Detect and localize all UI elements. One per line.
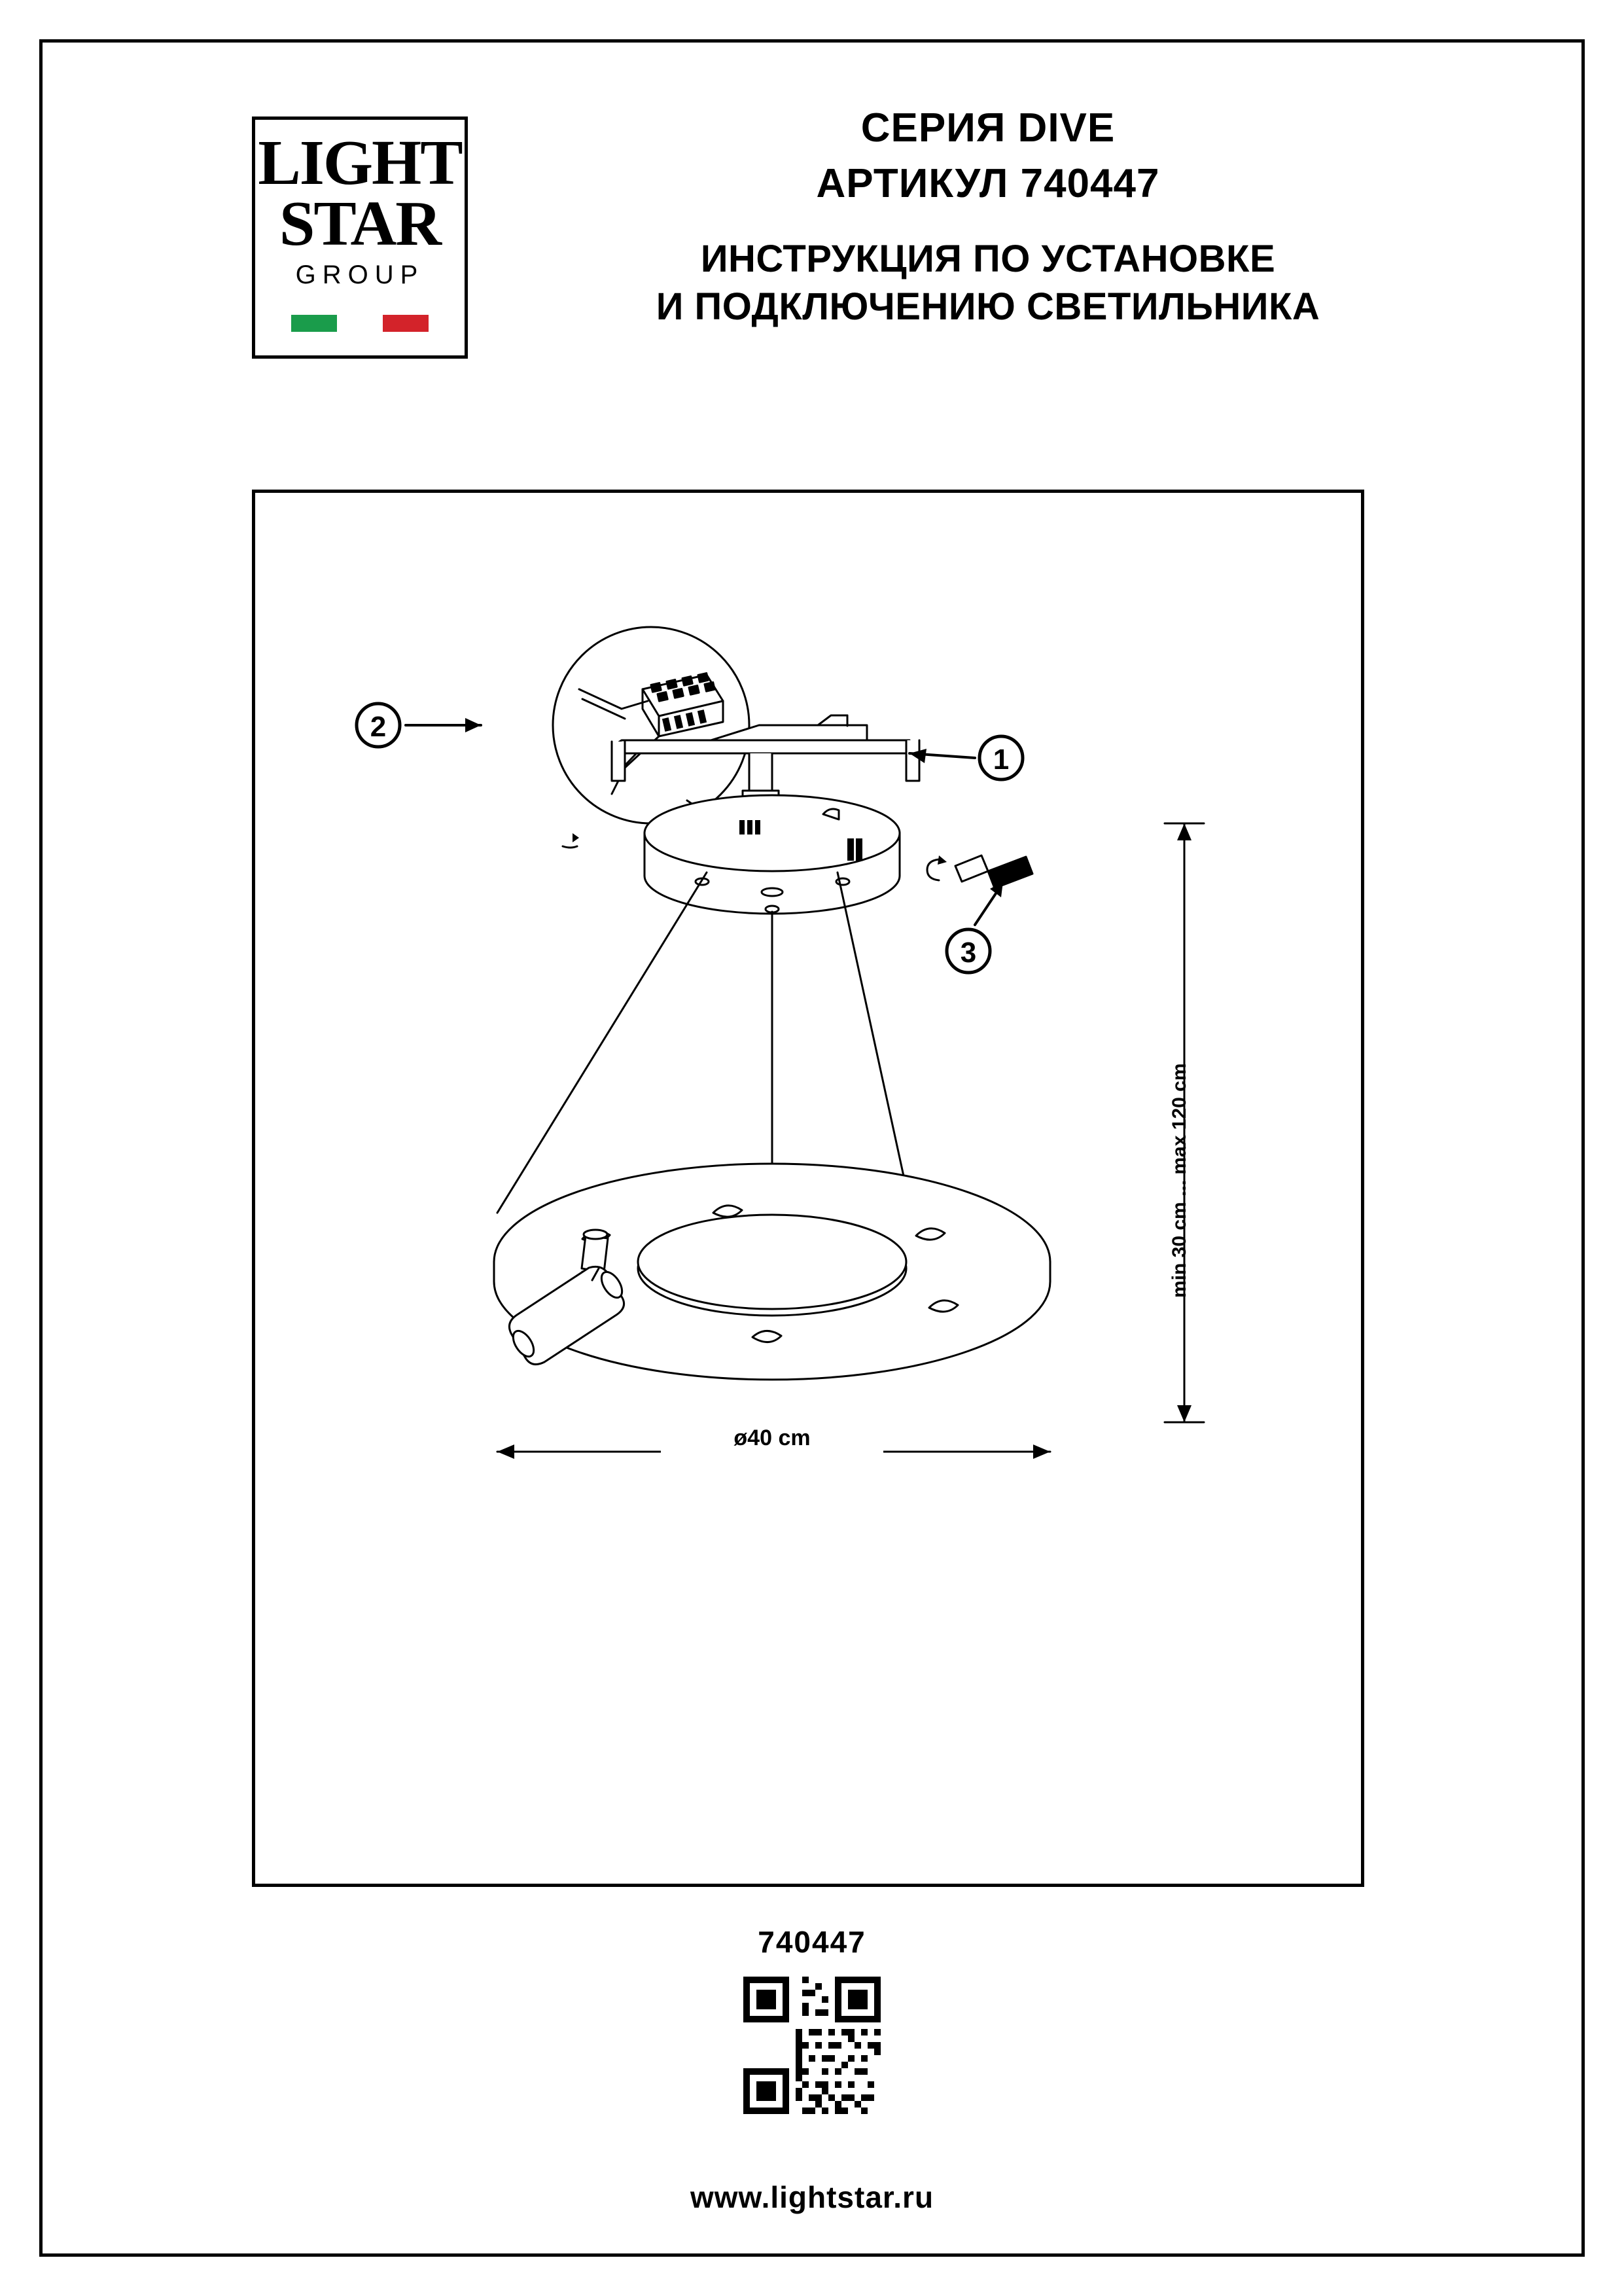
logo-line-star: STAR bbox=[279, 188, 441, 260]
qr-code-icon bbox=[743, 1977, 881, 2114]
svg-text:1: 1 bbox=[993, 744, 1010, 776]
svg-text:2: 2 bbox=[370, 711, 387, 743]
height-dimension-label: min 30 cm ... max 120 cm bbox=[1169, 1063, 1190, 1298]
italian-flag-icon bbox=[291, 315, 429, 332]
diameter-dimension-label: ø40 cm bbox=[733, 1426, 811, 1450]
series-name: СЕРИЯ DIVE bbox=[860, 105, 1116, 151]
brand-logo bbox=[252, 117, 468, 359]
logo-line-light: LIGHT bbox=[258, 128, 462, 198]
logo-wordmark bbox=[255, 128, 465, 290]
article-number: АРТИКУЛ 740447 bbox=[816, 161, 1160, 206]
logo-line-group: GROUP bbox=[295, 260, 425, 290]
document-header bbox=[497, 105, 1479, 331]
instruction-title-line2: И ПОДКЛЮЧЕНИЮ СВЕТИЛЬНИКА bbox=[656, 285, 1320, 328]
footer-article-code: 740447 bbox=[758, 1925, 866, 1959]
diagram-svg bbox=[255, 493, 1361, 1884]
website-url[interactable]: www.lightstar.ru bbox=[690, 2180, 934, 2214]
installation-diagram bbox=[252, 490, 1364, 1887]
instruction-title-line1: ИНСТРУКЦИЯ ПО УСТАНОВКЕ bbox=[700, 238, 1276, 280]
svg-text:3: 3 bbox=[960, 937, 977, 969]
